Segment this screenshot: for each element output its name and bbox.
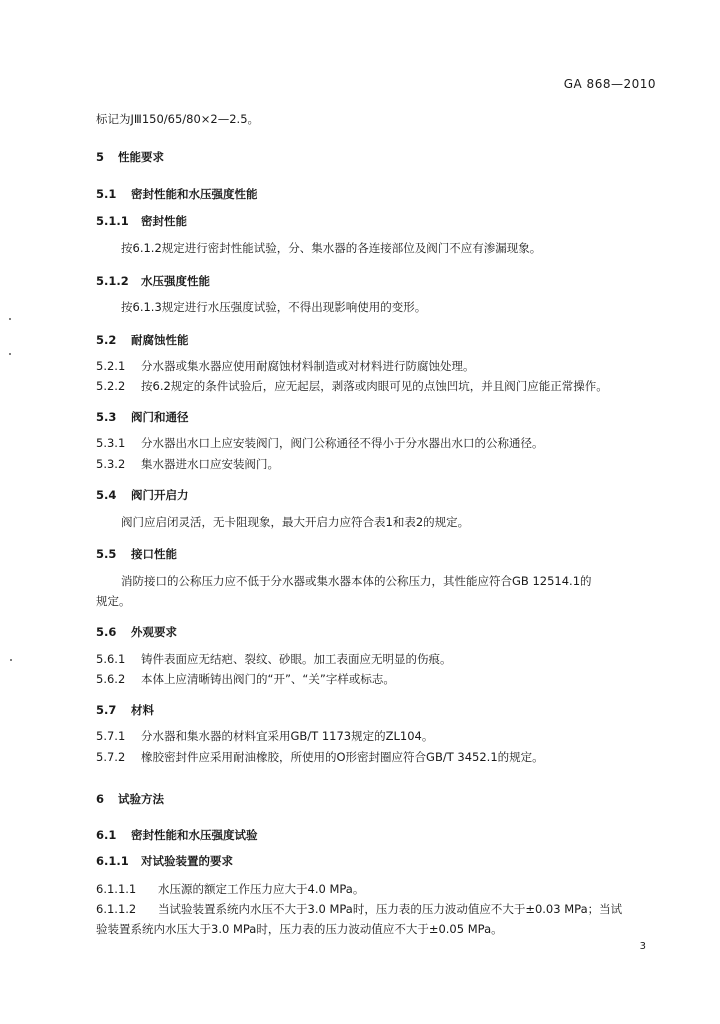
section-heading: 6 试验方法 xyxy=(96,792,164,806)
section-heading: 5.2 耐腐蚀性能 xyxy=(96,333,189,347)
scan-speck xyxy=(10,659,12,661)
text-line: 5.3.2 集水器进水口应安装阀门。 xyxy=(96,457,279,471)
text-line: 按6.1.2规定进行密封性能试验，分、集水器的各连接部位及阀门不应有渗漏现象。 xyxy=(121,241,542,255)
section-heading: 6.1 密封性能和水压强度试验 xyxy=(96,828,258,842)
text-line: 5.2.1 分水器或集水器应使用耐腐蚀材料制造或对材料进行防腐蚀处理。 xyxy=(96,359,475,373)
section-heading: 5.6 外观要求 xyxy=(96,625,177,639)
section-heading: 5.5 接口性能 xyxy=(96,547,177,561)
text-line: 5.3.1 分水器出水口上应安装阀门，阀门公称通径不得小于分水器出水口的公称通径。 xyxy=(96,436,544,450)
section-heading: 5.3 阀门和通径 xyxy=(96,410,189,424)
page-number: 3 xyxy=(639,941,646,952)
text-line: 5.6.1 铸件表面应无结疤、裂纹、砂眼。加工表面应无明显的伤痕。 xyxy=(96,652,452,666)
text-line: 6.1.1.1 水压源的额定工作压力应大于4.0 MPa。 xyxy=(96,882,365,896)
text-line: 5.7.1 分水器和集水器的材料宜采用GB/T 1173规定的ZL104。 xyxy=(96,729,434,743)
standard-code-header: GA 868—2010 xyxy=(563,77,656,91)
text-line: 6.1.1.2 当试验装置系统内水压不大于3.0 MPa时，压力表的压力波动值应不大于±0.03 MPa；当试 xyxy=(96,902,623,916)
section-heading: 6.1.1 对试验装置的要求 xyxy=(96,854,233,868)
section-heading: 5.1.1 密封性能 xyxy=(96,214,187,228)
scan-speck xyxy=(9,353,11,355)
text-line: 5.2.2 按6.2规定的条件试验后，应无起层，剥落或肉眼可见的点蚀凹坑，并且阀门应能正常操作。 xyxy=(96,379,608,393)
text-line: 阀门应启闭灵活，无卡阻现象，最大开启力应符合表1和表2的规定。 xyxy=(121,515,470,529)
scan-speck xyxy=(9,318,11,320)
text-line: 标记为JⅢ150/65/80×2—2.5。 xyxy=(96,112,260,126)
section-heading: 5 性能要求 xyxy=(96,150,164,164)
text-line: 按6.1.3规定进行水压强度试验，不得出现影响使用的变形。 xyxy=(121,300,427,314)
text-line: 规定。 xyxy=(96,594,131,608)
section-heading: 5.1 密封性能和水压强度性能 xyxy=(96,187,258,201)
text-line: 验装置系统内水压大于3.0 MPa时，压力表的压力波动值应不大于±0.05 MPa。 xyxy=(96,922,503,936)
text-line: 消防接口的公称压力应不低于分水器或集水器本体的公称压力，其性能应符合GB 12514.1的 xyxy=(121,574,592,588)
section-heading: 5.4 阀门开启力 xyxy=(96,488,189,502)
text-line: 5.6.2 本体上应清晰铸出阀门的“开”、“关”字样或标志。 xyxy=(96,672,395,686)
section-heading: 5.1.2 水压强度性能 xyxy=(96,274,210,288)
text-line: 5.7.2 橡胶密封件应采用耐油橡胶，所使用的O形密封圈应符合GB/T 3452.1的规定。 xyxy=(96,750,544,764)
section-heading: 5.7 材料 xyxy=(96,703,154,717)
